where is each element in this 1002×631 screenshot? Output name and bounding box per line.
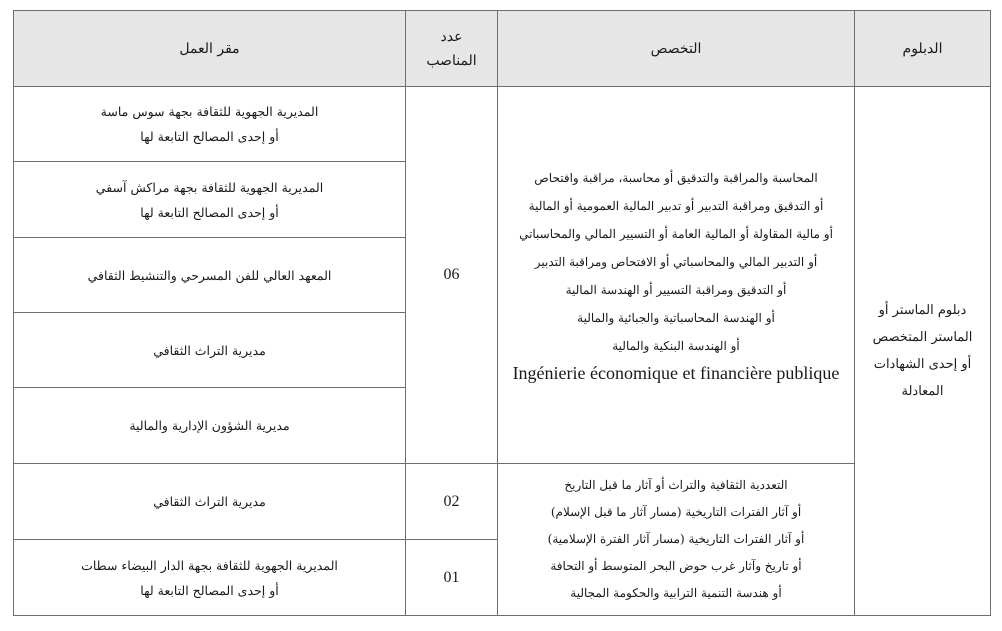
header-workplace: مقر العمل xyxy=(14,11,406,87)
workplace-cell xyxy=(14,162,406,238)
header-row xyxy=(14,11,991,87)
diploma-line: الماستر المتخصص xyxy=(872,330,973,345)
workplace-cell xyxy=(14,313,406,388)
specialty-line: أو التدقيق ومراقبة التسيير أو الهندسة المالية xyxy=(565,282,787,297)
specialty-line: أو هندسة التنمية الترابية والحكومة المجالية xyxy=(570,586,782,600)
specialty-cell-heritage xyxy=(498,464,855,616)
specialty-line: التعددية الثقافية والتراث أو آثار ما قبل التاريخ xyxy=(564,478,788,492)
table-row xyxy=(14,464,991,540)
table-row xyxy=(14,87,991,162)
workplace-line: المديرية الجهوية للثقافة بجهة سوس ماسة xyxy=(100,104,319,119)
specialty-line: أو الهندسة البنكية والمالية xyxy=(612,338,740,353)
header-positions-line1: عدد xyxy=(440,28,463,45)
workplace-line: المعهد العالي للفن المسرحي والتنشيط الثقافي xyxy=(87,267,332,283)
workplace-line: مديرية التراث الثقافي xyxy=(153,494,266,509)
workplace-line: المديرية الجهوية للثقافة بجهة الدار البيضاء سطات xyxy=(81,557,338,573)
specialty-line: المحاسبة والمراقبة والتدقيق أو محاسبة، مراقبة وافتحاص xyxy=(534,170,818,185)
specialty-line: أو آثار الفترات التاريخية (مسار آثار الفترة الإسلامية) xyxy=(547,532,805,546)
diploma-cell xyxy=(855,87,991,616)
workplace-cell xyxy=(14,540,406,616)
workplace-line: مديرية الشؤون الإدارية والمالية xyxy=(129,418,290,433)
specialty-line: أو التدقيق ومراقبة التدبير أو تدبير المالية العمومية أو المالية xyxy=(528,198,824,213)
header-specialty: التخصص xyxy=(498,11,855,87)
diploma-line: المعادلة xyxy=(901,384,944,399)
workplace-line: أو إحدى المصالح التابعة لها xyxy=(140,582,279,598)
workplace-line: مديرية التراث الثقافي xyxy=(153,342,266,358)
recruitment-table xyxy=(13,10,991,616)
workplace-line: المديرية الجهوية للثقافة بجهة مراكش آسفي xyxy=(95,179,324,195)
workplace-cell xyxy=(14,388,406,464)
positions-count: 06 xyxy=(406,87,498,464)
header-diploma: الدبلوم xyxy=(855,11,991,87)
positions-count: 02 xyxy=(406,464,498,540)
header-positions-line2: المناصب xyxy=(426,52,477,69)
workplace-cell xyxy=(14,464,406,540)
specialty-line: أو تاريخ وآثار غرب حوض البحر المتوسط أو التحافة xyxy=(550,559,802,573)
workplace-line: أو إحدى المصالح التابعة لها xyxy=(140,129,279,144)
diploma-line: أو إحدى الشهادات xyxy=(873,357,972,372)
specialty-line: أو آثار الفترات التاريخية (مسار آثار ما قبل الإسلام) xyxy=(550,505,802,519)
specialty-latin: Ingénierie économique et financière publique xyxy=(512,362,840,383)
diploma-line: دبلوم الماستر أو xyxy=(878,303,967,318)
specialty-cell-finance xyxy=(498,87,855,464)
specialty-line: أو الهندسة المحاسباتية والجبائية والمالية xyxy=(577,310,775,325)
header-positions xyxy=(406,11,498,87)
positions-count: 01 xyxy=(406,540,498,616)
specialty-line: أو مالية المقاولة أو المالية العامة أو التسيير المالي والمحاسباتي xyxy=(519,226,833,241)
specialty-line: أو التدبير المالي والمحاسباتي أو الافتحاص ومراقبة التدبير xyxy=(534,254,818,269)
workplace-cell xyxy=(14,238,406,313)
workplace-cell xyxy=(14,87,406,162)
workplace-line: أو إحدى المصالح التابعة لها xyxy=(140,204,279,220)
